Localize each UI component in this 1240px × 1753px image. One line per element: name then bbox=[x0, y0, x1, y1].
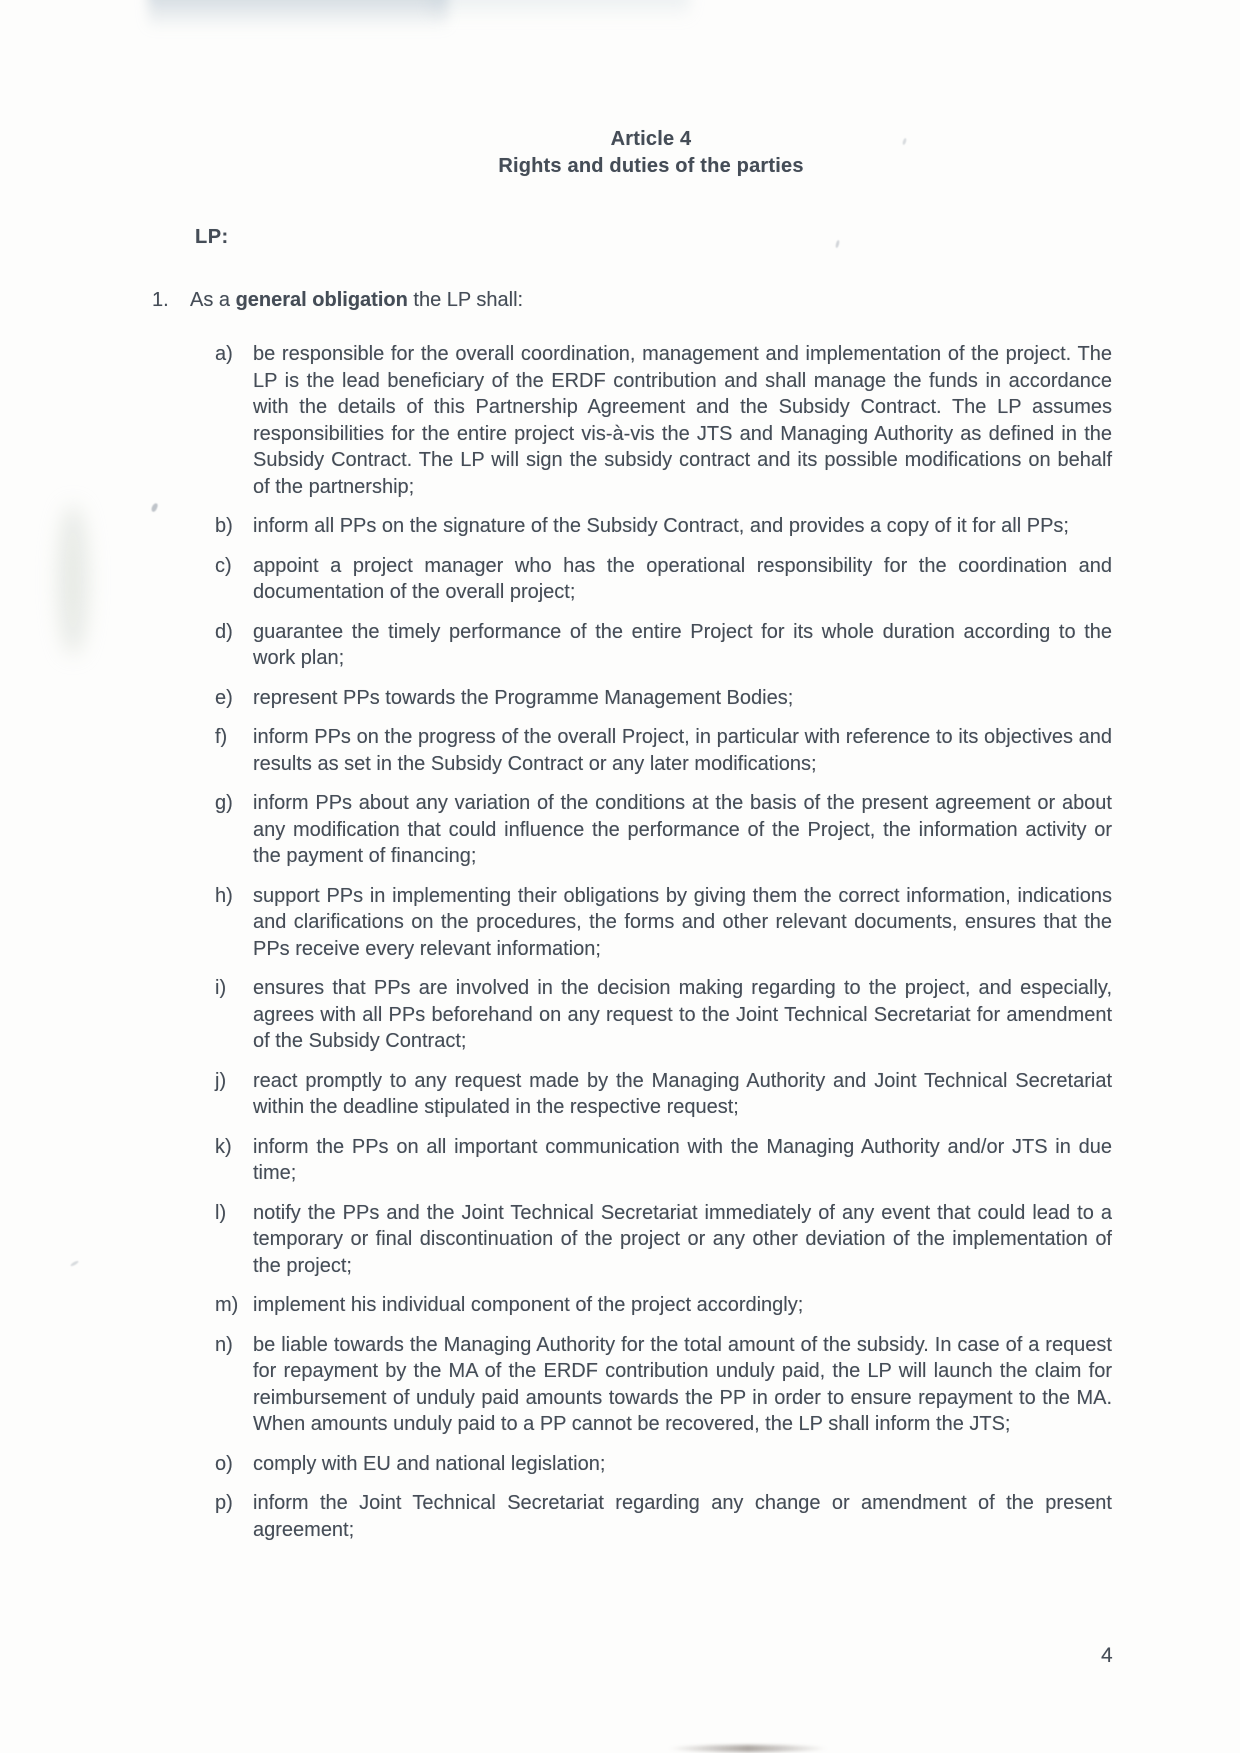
item-letter: p) bbox=[215, 1492, 233, 1514]
item-letter: m) bbox=[215, 1294, 239, 1316]
item-letter: a) bbox=[215, 343, 233, 365]
item-text: appoint a project manager who has the operational responsibility for the coordination and documentation of the overall project; bbox=[253, 554, 1112, 603]
list-item bbox=[215, 1134, 1112, 1187]
scan-streak-left bbox=[58, 505, 88, 655]
item-letter: n) bbox=[215, 1333, 233, 1356]
scan-smudge-bottom bbox=[668, 1745, 828, 1752]
list-item bbox=[215, 975, 1112, 1055]
list-item bbox=[215, 1451, 1112, 1478]
item-letter: b) bbox=[215, 515, 233, 537]
page-number: 4 bbox=[1101, 1644, 1113, 1667]
list-item bbox=[215, 685, 1112, 712]
list-item bbox=[215, 619, 1112, 672]
clause-intro-post: the LP shall: bbox=[407, 289, 524, 311]
item-text: guarantee the timely performance of the entire Project for its whole duration according to the work plan; bbox=[253, 620, 1112, 669]
scan-smudge-top bbox=[148, 0, 448, 30]
item-letter: l) bbox=[215, 1201, 227, 1224]
article-number: Article 4 bbox=[610, 128, 692, 150]
list-item bbox=[215, 1200, 1112, 1280]
item-text: support PPs in implementing their obligations by giving them the correct information, indications and clarifications on the procedures, the forms and other relevant documents, ensures that the PPs receive every relevant information; bbox=[253, 884, 1112, 960]
item-text: react promptly to any request made by the Managing Authority and Joint Technical Secretariat within the deadline stipulated in the respective request; bbox=[253, 1069, 1112, 1118]
list-item bbox=[215, 513, 1112, 540]
list-item bbox=[215, 1490, 1112, 1543]
section-label-lp: LP: bbox=[195, 226, 229, 248]
article-heading bbox=[190, 126, 1112, 180]
item-text: be responsible for the overall coordination, management and implementation of the project. The LP is the lead beneficiary of the ERDF contribution and shall manage the funds in accordance with the details of this Partnership Agreement and the Subsidy Contract. The LP assumes responsibilities for the entire project vis-à-vis the JTS and Managing Authority as defined in the Subsidy Contract. The LP will sign the subsidy contract and its possible modifications on behalf of the partnership; bbox=[253, 343, 1112, 498]
article-title: Rights and duties of the parties bbox=[498, 155, 804, 177]
item-letter: c) bbox=[215, 554, 232, 577]
list-item bbox=[215, 553, 1112, 606]
item-text: notify the PPs and the Joint Technical Secretariat immediately of any event that could lead to a temporary or final discontinuation of the project or any other deviation of the implementation of the project; bbox=[253, 1201, 1112, 1277]
clause-number: 1. bbox=[152, 289, 169, 311]
list-item bbox=[215, 790, 1112, 870]
scan-speck bbox=[70, 1260, 79, 1267]
item-letter: j) bbox=[215, 1069, 227, 1092]
list-item bbox=[215, 1332, 1112, 1438]
item-text: inform PPs on the progress of the overall Project, in particular with reference to its objectives and results as set in the Subsidy Contract or any later modifications; bbox=[253, 726, 1112, 775]
item-text: inform the PPs on all important communication with the Managing Authority and/or JTS in due time; bbox=[253, 1135, 1112, 1184]
item-letter: d) bbox=[215, 620, 233, 643]
item-text: represent PPs towards the Programme Management Bodies; bbox=[253, 686, 794, 709]
list-item bbox=[215, 883, 1112, 963]
item-letter: o) bbox=[215, 1452, 233, 1475]
item-letter: k) bbox=[215, 1135, 232, 1158]
clause-intro bbox=[152, 287, 1112, 313]
item-letter: i) bbox=[215, 977, 227, 999]
clause-intro-text bbox=[190, 287, 523, 313]
item-letter: h) bbox=[215, 884, 233, 907]
item-text: inform PPs about any variation of the conditions at the basis of the present agreement or about any modification that could influence the performance of the Project, the information activity or the payment of financing; bbox=[253, 792, 1112, 867]
clause-intro-bold: general obligation bbox=[235, 289, 408, 311]
item-letter: e) bbox=[215, 686, 233, 709]
item-text: be liable towards the Managing Authority for the total amount of the subsidy. In case of a request for repayment by the MA of the ERDF contribution unduly paid, the LP will launch the claim for reimbursement of unduly paid amounts towards the PP in order to ensure repayment to the MA. When amounts unduly paid to a PP cannot be recovered, the LP shall inform the JTS; bbox=[253, 1333, 1112, 1435]
scan-speck bbox=[150, 502, 158, 512]
list-item bbox=[215, 341, 1112, 500]
list-item bbox=[215, 1068, 1112, 1121]
list-item bbox=[215, 1292, 1112, 1319]
clause-intro-pre: As a bbox=[190, 289, 236, 311]
item-letter: g) bbox=[215, 792, 233, 814]
item-text: inform the Joint Technical Secretariat regarding any change or amendment of the present agreement; bbox=[253, 1492, 1112, 1541]
list-item bbox=[215, 724, 1112, 777]
scan-speck bbox=[835, 240, 840, 249]
item-text: inform all PPs on the signature of the Subsidy Contract, and provides a copy of it for all PPs; bbox=[253, 515, 1069, 537]
obligation-list bbox=[215, 341, 1112, 1556]
item-letter: f) bbox=[215, 726, 228, 748]
item-text: ensures that PPs are involved in the decision making regarding to the project, and especially, agrees with all PPs beforehand on any request to the Joint Technical Secretariat for amendment of the Subsidy Contract; bbox=[253, 977, 1112, 1052]
item-text: comply with EU and national legislation; bbox=[253, 1452, 606, 1475]
item-text: implement his individual component of the project accordingly; bbox=[253, 1294, 804, 1316]
scan-smudge-top-secondary bbox=[430, 0, 690, 20]
